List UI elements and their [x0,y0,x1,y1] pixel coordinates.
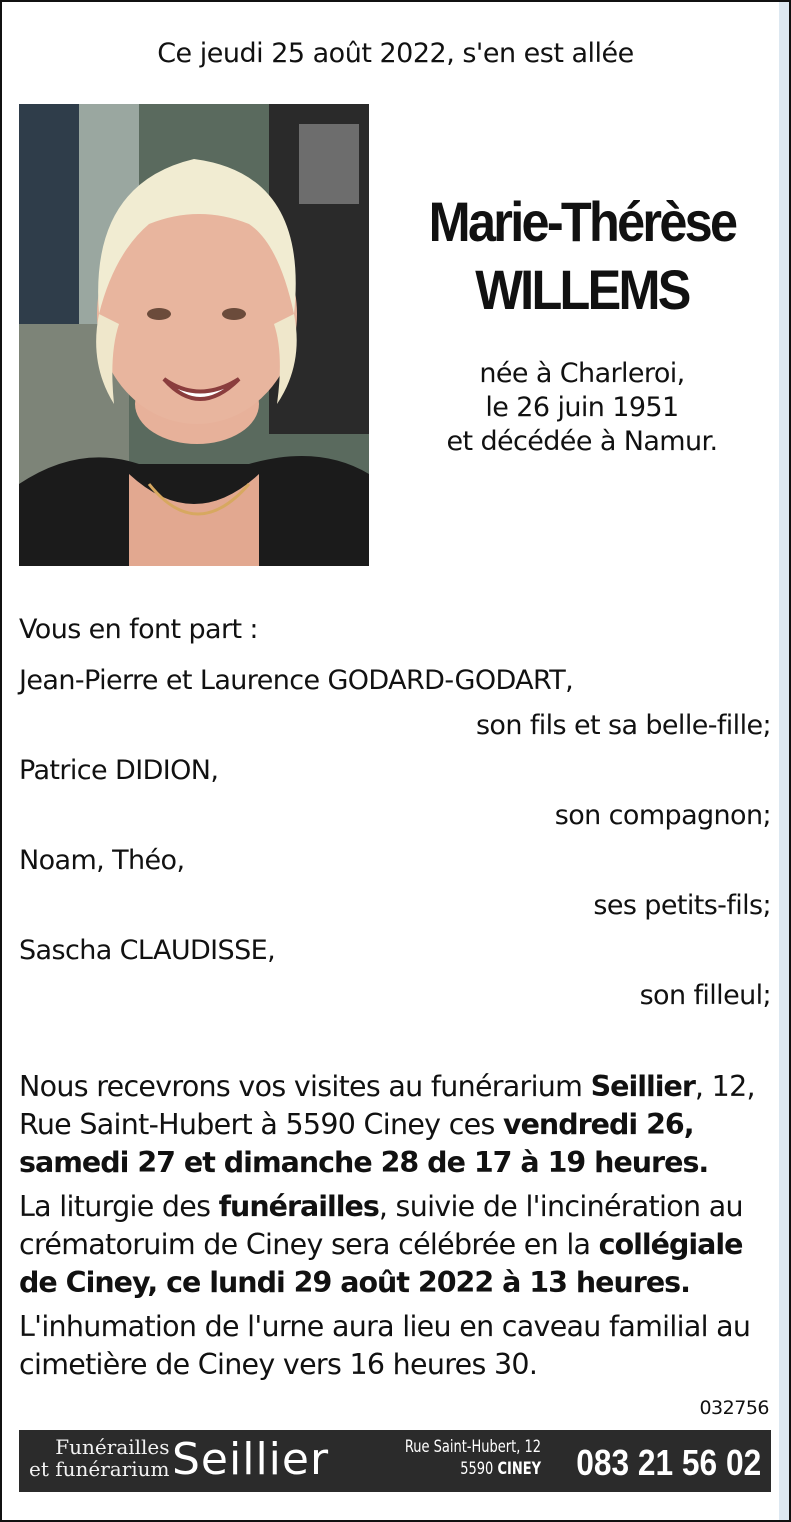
liturgy-paragraph [19,1188,771,1302]
visits-text: Nous recevrons vos visites au funérarium [19,1070,591,1103]
family-member-role: son fils et sa belle-fille; [475,710,771,741]
first-name: Marie-Thérèse [428,190,736,253]
funeral-home-phone: 083 21 56 02 [576,1442,761,1483]
funeral-home-banner [19,1430,771,1492]
funeral-home-brand: Seillier [172,1434,330,1485]
family-member-role: son compagnon; [554,800,771,831]
funeral-home-tagline [29,1436,170,1480]
address-postcode: 5590 [460,1459,498,1479]
birth-info [402,357,762,459]
address-street: Rue Saint-Hubert, 12 [404,1437,541,1457]
funeral-home-address [397,1436,542,1480]
last-name: WILLEMS [475,258,689,321]
visits-schedule: vendredi 26, samedi 27 et dimanche 28 de 17 à 19 heures. [19,1108,709,1179]
family-member-role: son filleul; [639,980,771,1011]
birth-date-line: le 26 juin 1951 [485,392,679,423]
tagline-line1: Funérailles [55,1435,170,1459]
burial-paragraph: L'inhumation de l'urne aura lieu en caveau familial au cimetière de Ciney vers 16 heures 30. [19,1310,751,1381]
family-member-name: Jean-Pierre et Laurence GODARD-GODART, [19,665,574,696]
visits-funeral-home: Seillier [590,1070,695,1103]
family-member-name: Sascha CLAUDISSE, [19,935,276,966]
deceased-name [382,188,782,324]
intro-text: Ce jeudi 25 août 2022, s'en est allée [157,38,634,69]
portrait-photo [19,104,369,566]
visits-paragraph [19,1068,771,1182]
liturgy-funerals: funérailles [218,1190,379,1223]
announcement-label: Vous en font part : [19,614,258,645]
liturgy-schedule: collégiale de Ciney, ce lundi 29 août 2022 à 13 heures. [19,1228,743,1299]
family-member-name: Noam, Théo, [19,845,185,876]
family-member-name: Patrice DIDION, [19,755,219,786]
family-list [19,658,771,1018]
address-city: CINEY [497,1459,541,1479]
reference-number: 032756 [699,1397,769,1419]
liturgy-text: La liturgie des [19,1190,219,1223]
visits-text-address: , 12, Rue Saint-Hubert à 5590 Ciney ces [19,1070,755,1141]
death-line: et décédée à Namur. [446,426,718,457]
birth-line: née à Charleroi, [479,358,685,389]
family-member-role: ses petits-fils; [593,890,771,921]
liturgy-text-cremation: , suivie de l'incinération au crématoruim de Ciney sera célébrée en la [19,1190,743,1261]
tagline-line2: et funérarium [29,1457,170,1481]
